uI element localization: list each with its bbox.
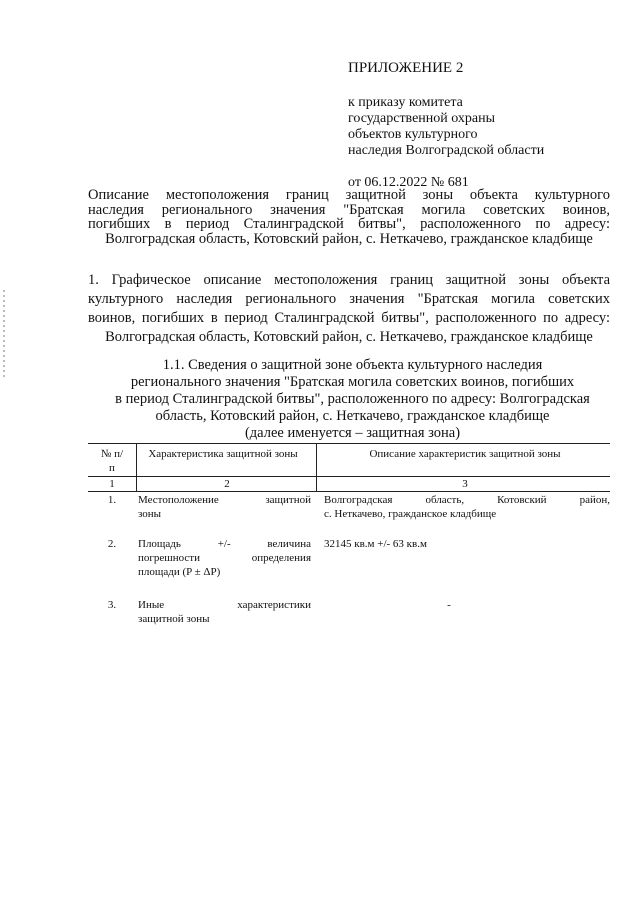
section-1-1-line: регионального значения "Братская могила советских воинов, погибших	[130, 374, 575, 390]
row-characteristic	[138, 493, 311, 521]
table-rule	[88, 491, 610, 492]
section-1-1-line: (далее именуется – защитная зона)	[244, 425, 461, 441]
section-1-line: культурного наследия регионального значения "Братская могила советских	[88, 291, 610, 307]
title-line: наследия регионального значения "Братская могила советских воинов,	[88, 201, 610, 218]
appendix-title: ПРИЛОЖЕНИЕ 2	[348, 60, 464, 76]
row-description-line: 32145 кв.м +/- 63 кв.м	[324, 538, 427, 550]
header-characteristic: Характеристика защитной зоны	[148, 448, 298, 460]
row-characteristic-line: зоны	[138, 508, 162, 520]
section-1-1-line: область, Котовский район, с. Неткачево, гражданское кладбище	[155, 408, 550, 424]
colnum: 3	[462, 478, 468, 490]
appendix-line: объектов культурного	[348, 127, 478, 142]
row-characteristic-line: погрешности определения	[138, 552, 311, 564]
scan-margin-mark	[3, 290, 5, 380]
document-title	[88, 188, 610, 246]
colnum: 2	[224, 478, 230, 490]
row-characteristic-line: Иные характеристики	[138, 599, 311, 611]
appendix-line: к приказу комитета	[348, 95, 463, 110]
row-characteristic	[138, 598, 311, 626]
table-rule	[136, 443, 137, 491]
row-characteristic	[138, 537, 311, 579]
row-characteristic-line: Местоположение защитной	[138, 494, 311, 506]
row-characteristic-line: защитной зоны	[138, 613, 210, 625]
section-1-1-line: 1.1. Сведения о защитной зоне объекта культурного наследия	[162, 357, 543, 373]
header-description: Описание характеристик защитной зоны	[369, 448, 561, 460]
appendix-line: наследия Волгоградской области	[348, 143, 545, 158]
header-num: № п/п	[100, 448, 124, 474]
row-description	[324, 537, 610, 551]
title-line: Описание местоположения границ защитной зоны объекта культурного	[88, 187, 610, 203]
row-description-line: Волгоградская область, Котовский район,	[324, 494, 610, 506]
row-description-line: -	[447, 599, 451, 611]
row-num: 3.	[107, 599, 117, 611]
row-description	[324, 493, 610, 521]
table-rule	[88, 443, 610, 444]
section-1	[88, 271, 610, 347]
section-1-1	[100, 357, 605, 442]
appendix-date: от 06.12.2022 № 681	[348, 175, 469, 190]
row-description-line: с. Неткачево, гражданское кладбище	[324, 508, 497, 520]
section-1-1-line: в период Сталинградской битвы", расположенного по адресу: Волгоградская	[115, 391, 590, 407]
appendix-block	[348, 60, 544, 191]
row-description	[324, 598, 574, 612]
section-1-line: Волгоградская область, Котовский район, с. Неткачево, гражданское кладбище	[105, 329, 593, 345]
colnum: 1	[109, 478, 115, 490]
table-rule	[316, 443, 317, 491]
section-1-line: 1. Графическое описание местоположения границ защитной зоны объекта	[88, 272, 610, 288]
row-num: 2.	[107, 538, 117, 550]
appendix-line: государственной охраны	[348, 111, 496, 126]
row-characteristic-line: площади (P ± ΔP)	[138, 566, 221, 578]
title-line: Волгоградская область, Котовский район, с. Неткачево, гражданское кладбище	[105, 230, 593, 247]
row-characteristic-line: Площадь +/- величина	[138, 538, 311, 550]
row-num: 1.	[107, 494, 117, 506]
section-1-line: воинов, погибших в период Сталинградской битвы", расположенного по адресу:	[88, 310, 610, 326]
title-line: погибших в период Сталинградской битвы", расположенного по адресу:	[88, 216, 610, 232]
